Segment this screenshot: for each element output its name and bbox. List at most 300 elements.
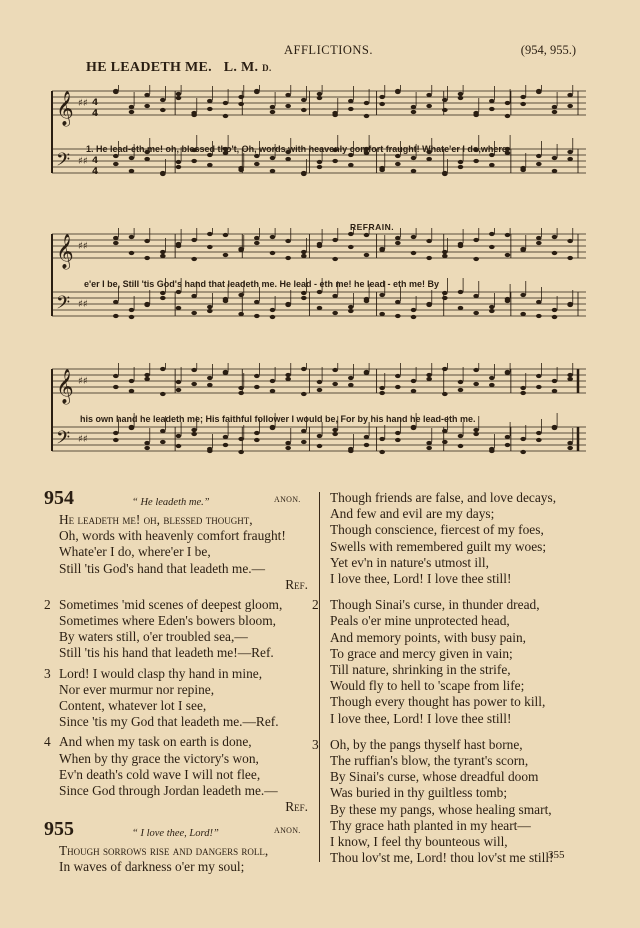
stanza-line: Though every thought has power to kill, xyxy=(330,694,546,710)
note-head xyxy=(176,306,182,310)
note-head xyxy=(113,241,119,245)
note-head xyxy=(270,110,276,114)
stanza-line: Lord! I would clasp thy hand in mine, xyxy=(59,665,263,681)
stanza-line: By these my pangs, whose healing smart, xyxy=(330,801,552,817)
note-head xyxy=(395,241,401,245)
note-head xyxy=(113,300,119,304)
note-head xyxy=(552,235,558,239)
note-head xyxy=(458,96,464,100)
stanza-line: And few and evil are my days; xyxy=(330,506,495,522)
note-head xyxy=(113,374,119,378)
note-head xyxy=(379,312,385,316)
note-head xyxy=(426,303,432,307)
note-head xyxy=(505,101,511,105)
note-head xyxy=(160,291,166,295)
note-head xyxy=(129,389,135,393)
note-head xyxy=(458,444,464,448)
note-head xyxy=(317,165,323,169)
note-head xyxy=(411,308,417,312)
note-head xyxy=(552,169,558,173)
note-head xyxy=(223,101,229,105)
refrain-marker xyxy=(42,799,312,815)
note-head xyxy=(223,435,229,439)
note-head xyxy=(458,290,464,294)
note-head xyxy=(473,428,479,432)
lyrics-system-2: e'er I be, Still 'tis God's hand that leadeth me. He lead - eth me! he lead - eth me! By xyxy=(84,279,439,289)
note-head xyxy=(364,435,370,439)
note-head xyxy=(301,172,307,176)
note-head xyxy=(191,294,197,298)
note-head xyxy=(473,238,479,242)
note-head xyxy=(348,447,354,451)
note-head xyxy=(113,90,119,94)
note-head xyxy=(552,315,558,319)
note-head xyxy=(411,105,417,109)
note-head xyxy=(411,426,417,430)
note-head xyxy=(113,154,119,158)
time-signature: 4 xyxy=(92,109,99,119)
note-head xyxy=(442,172,448,176)
stanza-line: Thou lov'st me, Lord! thou lov'st me still! xyxy=(330,850,554,866)
note-head xyxy=(270,426,276,430)
note-head xyxy=(144,446,150,450)
note-head xyxy=(191,428,197,432)
note-head xyxy=(411,169,417,173)
hymn-954-number: 954 xyxy=(44,487,74,509)
note-head xyxy=(191,311,197,315)
note-head xyxy=(505,297,511,301)
note-head xyxy=(270,235,276,239)
note-head xyxy=(160,367,166,371)
hymn-955-stanza-1-start xyxy=(42,843,312,875)
note-head xyxy=(301,429,307,433)
note-head xyxy=(473,311,479,315)
hymn-954-first-line: “ He leadeth me.” xyxy=(132,497,210,508)
note-head xyxy=(364,253,370,257)
right-column xyxy=(312,490,602,866)
note-head xyxy=(379,95,385,99)
note-head xyxy=(332,311,338,315)
hymn-955-first-line: “ I love thee, Lord!” xyxy=(132,828,219,840)
note-head xyxy=(395,314,401,318)
note-head xyxy=(552,105,558,109)
note-head xyxy=(254,241,260,245)
note-head xyxy=(473,382,479,386)
page-number: 355 xyxy=(548,849,565,861)
note-head xyxy=(301,291,307,295)
note-head xyxy=(411,389,417,393)
note-head xyxy=(332,432,338,436)
note-head xyxy=(411,315,417,319)
note-head xyxy=(520,391,526,395)
note-head xyxy=(144,303,150,307)
note-head xyxy=(348,376,354,380)
note-head xyxy=(442,254,448,258)
note-head xyxy=(364,443,370,447)
stanza-line: Till nature, shrinking in the strife, xyxy=(330,662,511,678)
stanza-line: Would fly to hell to 'scape from life; xyxy=(330,678,525,694)
note-head xyxy=(505,371,511,375)
note-head xyxy=(442,250,448,254)
note-head xyxy=(411,156,417,160)
note-head xyxy=(254,314,260,318)
music-system-1 xyxy=(48,85,588,197)
note-head xyxy=(332,238,338,242)
hymn-955-number: 955 xyxy=(44,818,74,841)
note-head xyxy=(552,389,558,393)
note-head xyxy=(411,235,417,239)
note-head xyxy=(379,293,385,297)
note-head xyxy=(332,159,338,163)
note-head xyxy=(223,297,229,301)
note-head xyxy=(364,371,370,375)
note-head xyxy=(301,108,307,112)
note-head xyxy=(426,104,432,108)
note-head xyxy=(567,150,573,154)
note-head xyxy=(144,377,150,381)
note-head xyxy=(442,98,448,102)
note-head xyxy=(552,156,558,160)
note-head xyxy=(473,432,479,436)
note-head xyxy=(536,385,542,389)
stanza-number: 3 xyxy=(44,665,51,681)
note-head xyxy=(489,245,495,249)
note-head xyxy=(536,300,542,304)
note-head xyxy=(207,245,213,249)
note-head xyxy=(395,154,401,158)
note-head xyxy=(567,303,573,307)
note-head xyxy=(379,166,385,170)
note-head xyxy=(567,157,573,161)
note-head xyxy=(552,110,558,114)
note-head xyxy=(489,383,495,387)
note-head xyxy=(176,165,182,169)
note-head xyxy=(473,159,479,163)
stanza-line: Nor ever murmur nor repine, xyxy=(59,681,215,697)
note-head xyxy=(442,392,448,396)
note-head xyxy=(332,368,338,372)
bass-clef: 𝄢 xyxy=(56,428,71,453)
note-head xyxy=(536,162,542,166)
note-head xyxy=(285,93,291,97)
note-head xyxy=(129,235,135,239)
note-head xyxy=(426,93,432,97)
note-head xyxy=(552,426,558,430)
note-head xyxy=(348,232,354,236)
note-head xyxy=(254,438,260,442)
stanza-line: Though Sinai's curse, in thunder dread, xyxy=(330,597,540,613)
note-head xyxy=(113,431,119,435)
note-head xyxy=(332,111,338,115)
note-head xyxy=(285,239,291,243)
stanza-line: Still 'tis his hand that leadeth me!—Ref. xyxy=(59,645,274,661)
note-head xyxy=(426,441,432,445)
note-head xyxy=(442,291,448,295)
note-head xyxy=(238,312,244,316)
note-head xyxy=(552,308,558,312)
stanza-line: He leadeth me! oh, blessed thought, xyxy=(59,512,253,527)
note-head xyxy=(207,107,213,111)
note-head xyxy=(348,163,354,167)
stanza-number: 3 xyxy=(312,736,319,752)
note-head xyxy=(458,388,464,392)
note-head xyxy=(458,160,464,164)
note-head xyxy=(348,107,354,111)
note-head xyxy=(364,233,370,237)
note-head xyxy=(536,374,542,378)
note-head xyxy=(285,441,291,445)
note-head xyxy=(285,446,291,450)
note-head xyxy=(473,368,479,372)
tune-heading xyxy=(86,60,272,76)
note-head xyxy=(129,315,135,319)
stanza-line: Thy grace hath planted in my heart— xyxy=(330,817,531,833)
note-head xyxy=(395,385,401,389)
hymn-955-heading xyxy=(42,818,312,843)
stanza-line: And memory points, with busy pain, xyxy=(330,629,527,645)
treble-clef: 𝄞 xyxy=(56,234,74,269)
note-head xyxy=(207,309,213,313)
note-head xyxy=(113,162,119,166)
note-head xyxy=(301,367,307,371)
note-head xyxy=(129,308,135,312)
note-head xyxy=(395,236,401,240)
time-signature: 4 xyxy=(92,167,99,177)
stanza-line: In waves of darkness o'er my soul; xyxy=(59,859,245,875)
note-head xyxy=(332,257,338,261)
hymn-955-stanza-1-cont xyxy=(312,490,602,587)
note-head xyxy=(458,92,464,96)
note-head xyxy=(567,441,573,445)
stanza-line: I love thee, Lord! I love thee still! xyxy=(330,571,512,587)
stanza-line: Oh, words with heavenly comfort fraught! xyxy=(59,528,286,544)
note-head xyxy=(301,440,307,444)
note-head xyxy=(129,110,135,114)
note-head xyxy=(536,236,542,240)
note-head xyxy=(379,391,385,395)
note-head xyxy=(536,241,542,245)
note-head xyxy=(442,367,448,371)
note-head xyxy=(567,446,573,450)
key-signature: ♯♯ xyxy=(78,98,88,109)
note-head xyxy=(489,305,495,309)
note-head xyxy=(191,238,197,242)
time-signature: 4 xyxy=(92,98,99,108)
refrain-text: Ref. xyxy=(285,799,308,815)
note-head xyxy=(442,440,448,444)
note-head xyxy=(489,99,495,103)
note-head xyxy=(317,96,323,100)
note-head xyxy=(254,162,260,166)
stanza-line: Sometimes 'mid scenes of deepest gloom, xyxy=(59,596,283,612)
note-head xyxy=(348,99,354,103)
note-head xyxy=(176,160,182,164)
note-head xyxy=(129,169,135,173)
note-head xyxy=(285,104,291,108)
note-head xyxy=(223,253,229,257)
note-head xyxy=(254,385,260,389)
note-head xyxy=(238,166,244,170)
note-head xyxy=(505,233,511,237)
note-head xyxy=(317,242,323,246)
music-score-1 xyxy=(48,85,588,197)
note-head xyxy=(567,373,573,377)
refrain-text: Ref. xyxy=(285,576,308,592)
note-head xyxy=(317,434,323,438)
refrain-marker xyxy=(42,577,312,593)
stanza-line: Peals o'er mine unprotected head, xyxy=(330,613,510,629)
note-head xyxy=(317,380,323,384)
stanza-line: Though conscience, fiercest of my foes, xyxy=(330,522,544,538)
note-head xyxy=(270,169,276,173)
note-head xyxy=(144,373,150,377)
stanza-number: 4 xyxy=(44,734,51,750)
note-head xyxy=(176,242,182,246)
note-head xyxy=(536,438,542,442)
note-head xyxy=(254,236,260,240)
note-head xyxy=(442,429,448,433)
note-head xyxy=(207,99,213,103)
note-head xyxy=(113,314,119,318)
note-head xyxy=(270,389,276,393)
note-head xyxy=(520,312,526,316)
note-head xyxy=(129,105,135,109)
time-signature: 4 xyxy=(92,156,99,166)
note-head xyxy=(301,98,307,102)
note-head xyxy=(176,388,182,392)
note-head xyxy=(317,290,323,294)
stanza-line: I know, I feel thy bounteous will, xyxy=(330,834,508,850)
key-signature: ♯♯ xyxy=(78,156,88,167)
key-signature: ♯♯ xyxy=(78,376,88,387)
stanza-line: Still 'tis God's hand that leadeth me.— xyxy=(59,560,266,576)
note-head xyxy=(191,257,197,261)
note-head xyxy=(489,163,495,167)
note-head xyxy=(364,297,370,301)
note-head xyxy=(411,379,417,383)
note-head xyxy=(160,108,166,112)
note-head xyxy=(129,379,135,383)
note-head xyxy=(160,250,166,254)
treble-clef: 𝄞 xyxy=(56,369,74,404)
note-head xyxy=(160,392,166,396)
note-head xyxy=(426,256,432,260)
note-head xyxy=(505,253,511,257)
note-head xyxy=(144,256,150,260)
stanza-line: When by thy grace the victory's won, xyxy=(59,750,259,766)
note-head xyxy=(458,434,464,438)
note-head xyxy=(270,156,276,160)
note-head xyxy=(191,111,197,115)
note-head xyxy=(238,293,244,297)
refrain-label: REFRAIN. xyxy=(350,222,395,232)
note-head xyxy=(395,300,401,304)
note-head xyxy=(270,308,276,312)
note-head xyxy=(395,162,401,166)
stanza-line: Ev'n death's cold wave I will not flee, xyxy=(59,766,261,782)
note-head xyxy=(348,309,354,313)
note-head xyxy=(317,92,323,96)
note-head xyxy=(395,438,401,442)
note-head xyxy=(285,256,291,260)
note-head xyxy=(411,110,417,114)
note-head xyxy=(285,377,291,381)
stanza-line: By waters still, o'er troubled sea,— xyxy=(59,629,248,645)
stanza-line: Whate'er I do, where'er I be, xyxy=(59,544,211,560)
note-head xyxy=(317,160,323,164)
treble-clef: 𝄞 xyxy=(56,91,74,126)
note-head xyxy=(317,306,323,310)
note-head xyxy=(144,93,150,97)
note-head xyxy=(442,296,448,300)
note-head xyxy=(567,239,573,243)
note-head xyxy=(223,114,229,118)
stanza-line: Though sorrows rise and dangers roll, xyxy=(59,843,269,859)
note-head xyxy=(223,371,229,375)
note-head xyxy=(129,156,135,160)
bass-clef: 𝄢 xyxy=(56,150,71,175)
note-head xyxy=(207,163,213,167)
note-head xyxy=(505,443,511,447)
note-head xyxy=(426,157,432,161)
key-signature: ♯♯ xyxy=(78,299,88,310)
note-head xyxy=(113,385,119,389)
note-head xyxy=(505,435,511,439)
note-head xyxy=(489,447,495,451)
stanza-number: 2 xyxy=(312,597,319,613)
note-head xyxy=(536,314,542,318)
note-head xyxy=(379,450,385,454)
note-head xyxy=(473,257,479,261)
note-head xyxy=(520,293,526,297)
note-head xyxy=(332,382,338,386)
note-head xyxy=(113,438,119,442)
lyrics-system-3: his own hand he leadeth me; His faithful follower I would be, For by his hand he lead-eth me. xyxy=(80,414,476,424)
note-head xyxy=(144,239,150,243)
note-head xyxy=(520,166,526,170)
note-head xyxy=(270,315,276,319)
note-head xyxy=(520,450,526,454)
note-head xyxy=(254,300,260,304)
note-head xyxy=(520,386,526,390)
note-head xyxy=(426,239,432,243)
note-head xyxy=(144,104,150,108)
stanza-line: Was buried in thy guiltless tomb; xyxy=(330,785,508,801)
note-head xyxy=(207,383,213,387)
tune-meter-suffix: D. xyxy=(262,63,272,73)
stanza-number: 2 xyxy=(44,596,51,612)
note-head xyxy=(176,380,182,384)
note-head xyxy=(176,92,182,96)
stanza-line: Sometimes where Eden's bowers bloom, xyxy=(59,613,276,629)
hymn-954-stanza-4 xyxy=(42,734,312,815)
stanza-line: To grace and mercy given in vain; xyxy=(330,645,513,661)
note-head xyxy=(442,108,448,112)
note-head xyxy=(458,306,464,310)
note-head xyxy=(536,90,542,94)
note-head xyxy=(552,251,558,255)
note-head xyxy=(160,429,166,433)
note-head xyxy=(301,254,307,258)
note-head xyxy=(160,172,166,176)
note-head xyxy=(176,444,182,448)
note-head xyxy=(254,90,260,94)
stanza-line: Though friends are false, and love decays, xyxy=(330,490,557,505)
note-head xyxy=(285,303,291,307)
note-head xyxy=(129,426,135,430)
note-head xyxy=(223,233,229,237)
note-head xyxy=(473,111,479,115)
